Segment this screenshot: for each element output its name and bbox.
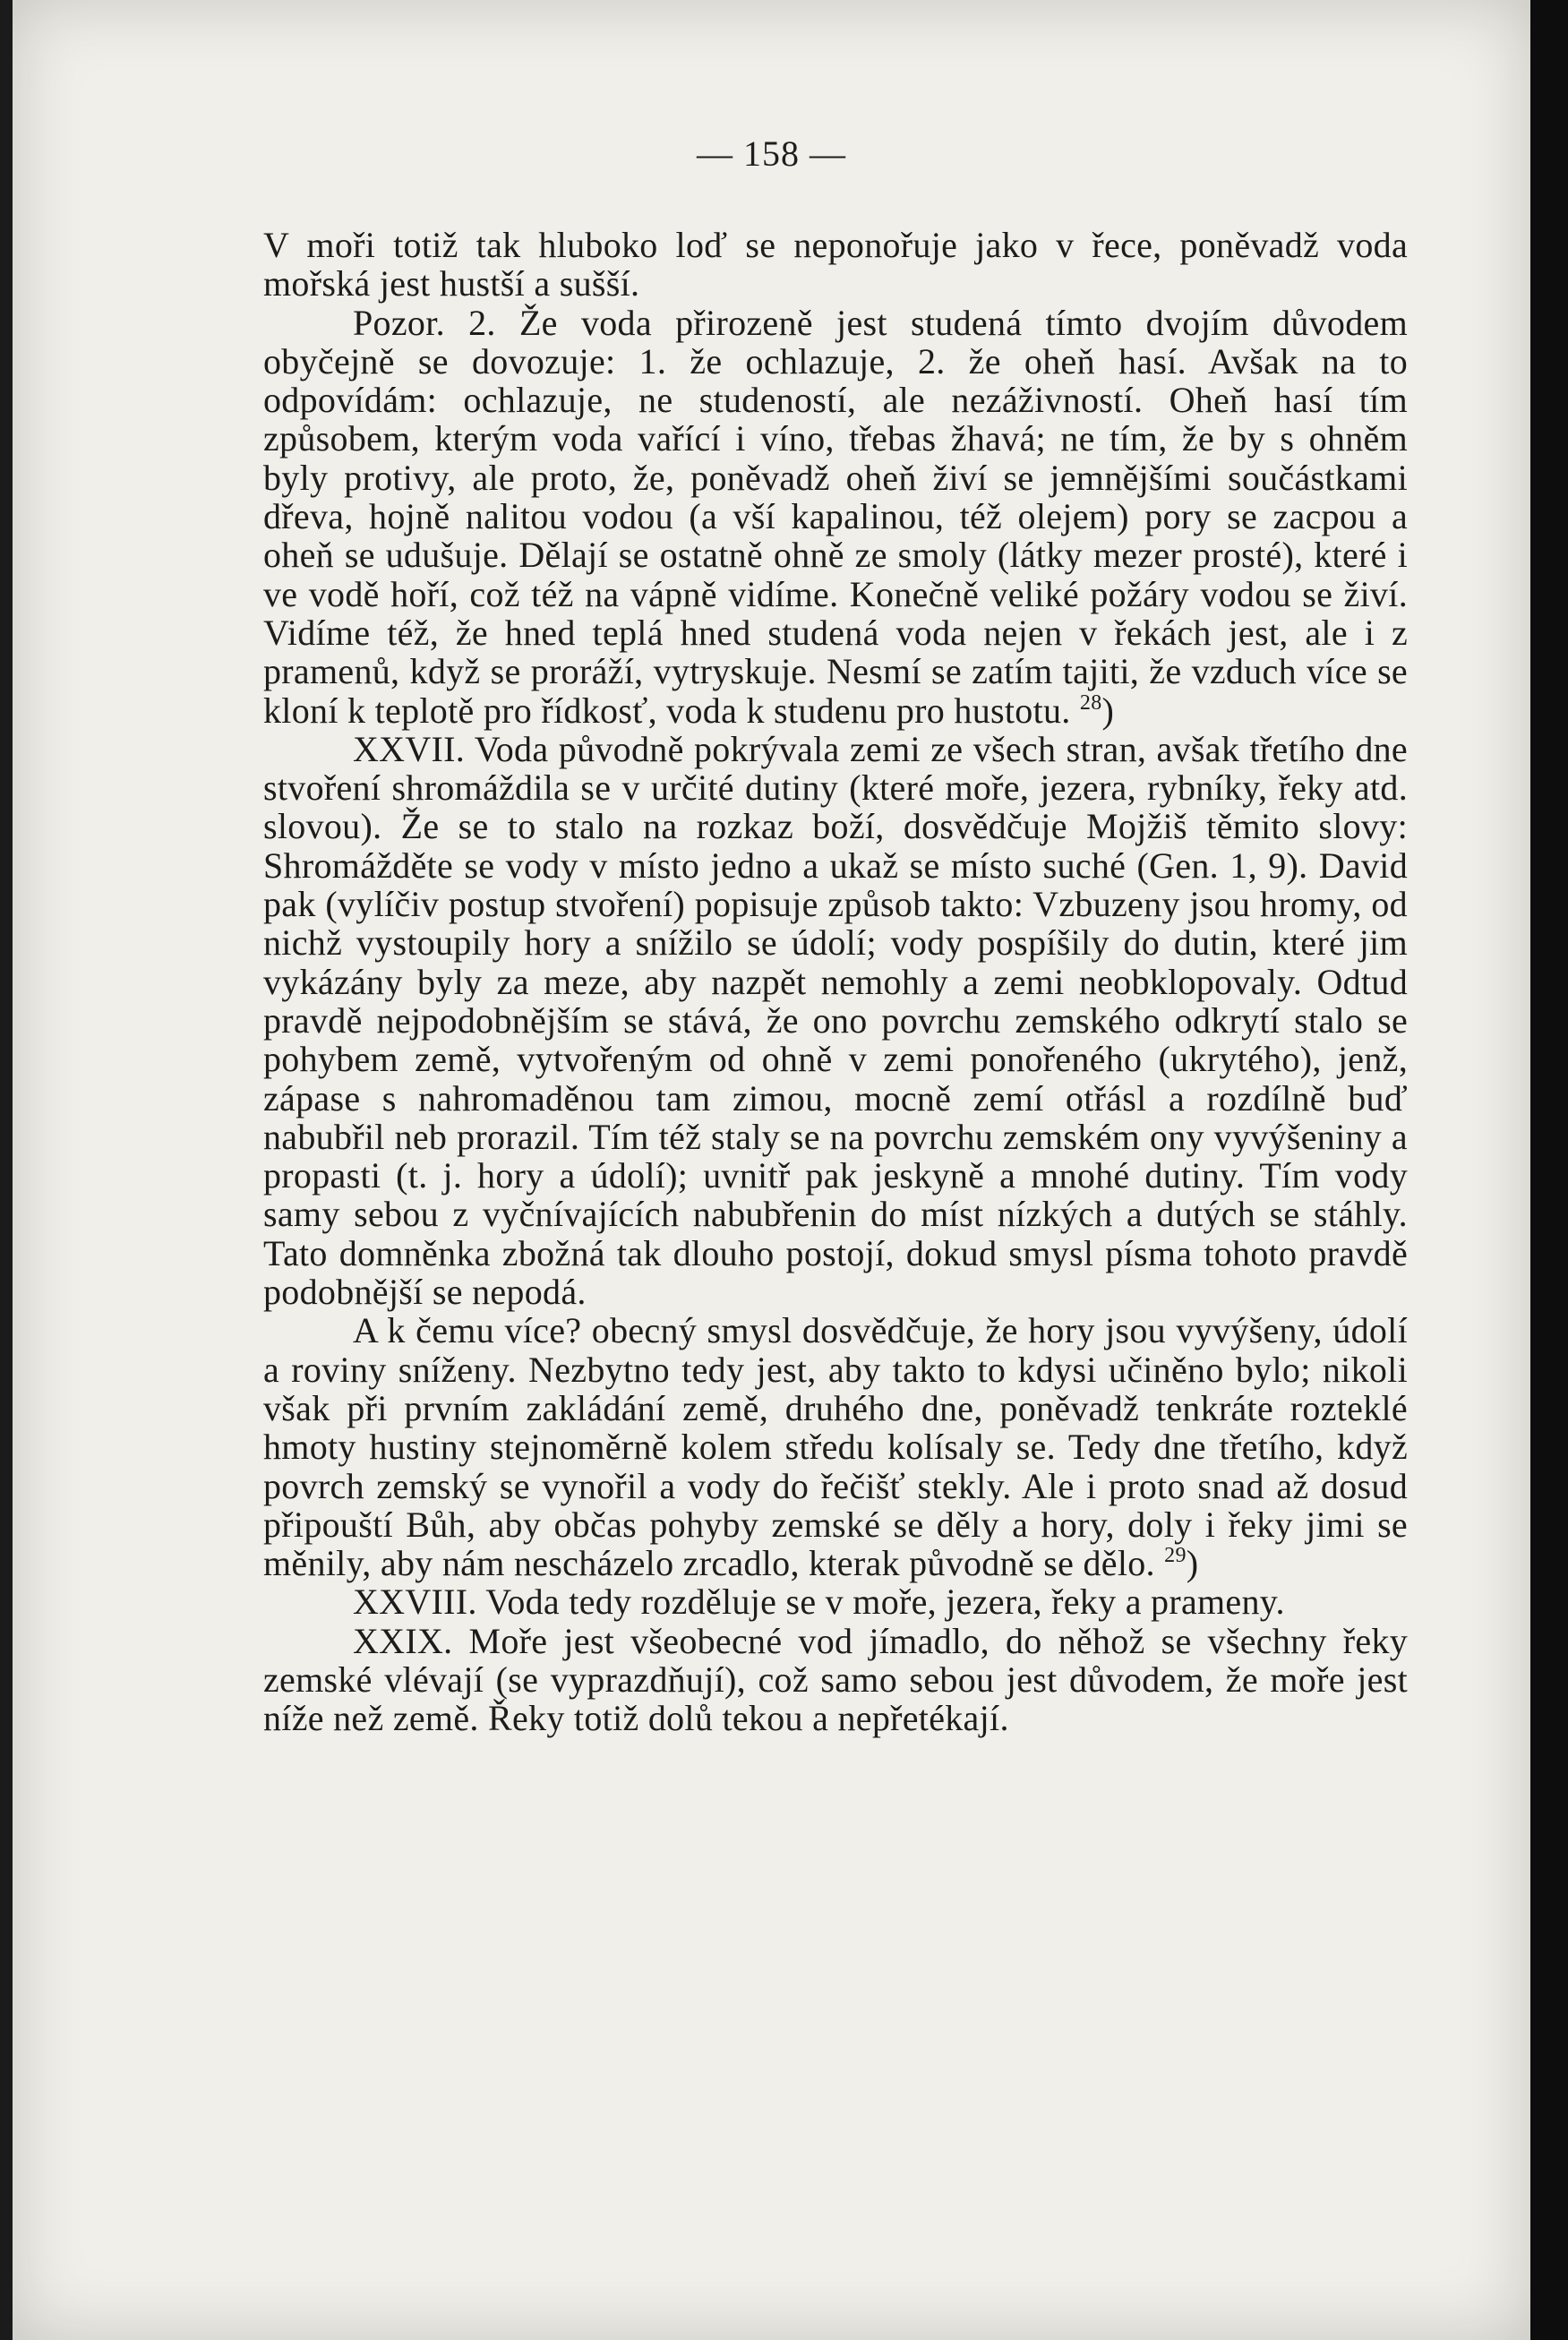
paragraph-6: [263, 1622, 1408, 1738]
paragraph-1-text: V moři totiž tak hluboko loď se neponořuje jako v řece, poněvadž voda mořská jest hustší a sušší.: [263, 225, 1408, 304]
page-edge-shadow: [1530, 0, 1568, 2340]
paragraph-5-text: XXVIII. Voda tedy rozděluje se v moře, jezera, řeky a prameny.: [353, 1581, 1285, 1623]
paragraph-4-text: A k čemu více? obecný smysl dosvědčuje, že hory jsou vyvýšeny, údolí a roviny sníženy. Nezbytno tedy jest, aby takto to kdysi učiněno bylo; nikoli však při prvním zakládání země, druhého dne, poněvadž tenkráte rozteklé hmoty hustiny stejnoměrně kolem středu kolísaly se. Tedy dne třetího, když povrch zemský se vynořil a vody do řečišť stekly. Ale i proto snad až dosud připouští Bůh, aby občas pohyby zemské se děly a hory, doly i řeky jimi se měnily, aby nám nescházelo zrcadlo, kterak původně se dělo.: [263, 1310, 1408, 1584]
paragraph-2-text: Pozor. 2. Že voda přirozeně jest studená tímto dvojím důvodem obyčejně se dovozuje: 1. že ochlazuje, 2. že oheň hasí. Avšak na to odpovídám: ochlazuje, ne studeností, ale nezáživností. Oheň hasí tím způsobem, kterým voda vařící i víno, třebas žhavá; ne tím, že by s ohněm byly protivy, ale proto, že, poněvadž oheň živí se jemnějšími součástkami dřeva, hojně nalitou vodou (a vší kapalinou, též olejem) pory se zacpou a oheň se udušuje. Dělají se ostatně ohně ze smoly (látky mezer prosté), které i ve vodě hoří, což též na vápně vidíme. Konečně veliké požáry vodou se živí. Vidíme též, že hned teplá hned studená voda nejen v řekách jest, ale i z pramenů, když se proráží, vytryskuje. Nesmí se zatím tajiti, že vzduch více se kloní k teplotě pro řídkosť, voda k studenu pro hustotu.: [263, 302, 1408, 731]
paragraph-6-text: XXIX. Moře jest všeobecné vod jímadlo, do něhož se všechny řeky zemské vlévají (se vyprazdňují), což samo sebou jest důvodem, že moře jest níže než země. Řeky totiž dolů tekou a nepřetékají.: [263, 1620, 1408, 1739]
paragraph-2: Pozor. 2. Že voda přirozeně jest studená tímto dvojím důvodem obyčejně se dovozuje: 1. že ochlazuje, 2. že oheň hasí. Avšak na to odpovídám: ochlazuje, ne studeností, ale nezáživností. Oheň hasí tím způsobem, kterým voda vařící i víno, třebas žhavá; ne tím, že by s ohněm byly protivy, ale proto, že, poněvadž oheň živí se jemnějšími součástkami dřeva, hojně nalitou vodou (a vší kapalinou, též olejem) pory se zacpou a oheň se udušuje. Dělají se ostatně ohně ze smoly (látky mezer prosté), které i ve vodě hoří, což též na vápně vidíme. Konečně veliké požáry vodou se živí. Vidíme též, že hned teplá hned studená voda nejen v řekách jest, ale i z pramenů, když se proráží, vytryskuje. Nesmí se zatím tajiti, že vzduch více se kloní k teplotě pro řídkosť, voda k studenu pro hustotu. $^{28}$): [263, 302, 1408, 731]
paragraph-5: [263, 1582, 1408, 1621]
body-text: [263, 226, 1408, 1738]
footnote-marker-28: 28: [1079, 690, 1102, 715]
paragraph-3-text: XXVII. Voda původně pokrývala zemi ze všech stran, avšak třetího dne stvoření shromáždila se v určité dutiny (které moře, jezera, rybníky, řeky atd. slovou). Že se to stalo na rozkaz boží, dosvědčuje Mojžiš těmito slovy: Shromážděte se vody v místo jedno a ukaž se místo suché (Gen. 1, 9). David pak (vylíčiv postup stvoření) popisuje způsob takto: Vzbuzeny jsou hromy, od nichž vystoupily hory a snížilo se údolí; vody pospíšily do dutin, které jim vykázány byly za meze, aby nazpět nemohly a zemi neobklopovaly. Odtud pravdě nejpodobnějším se stává, že ono povrchu zemského odkrytí stalo se pohybem země, vytvořeným od ohně v zemi ponořeného (ukrytého), jenž, zápase s nahromaděnou tam zimou, mocně zemí otřásl a rozdílně buď nabubřil neb prorazil. Tím též staly se na povrchu zemském ony vyvýšeniny a propasti (t. j. hory a údolí); uvnitř pak jeskyně a mnohé dutiny. Tím vody samy sebou z vyčnívajících nabubřenin do míst nízkých a dutých se stáhly. Tato domněnka zbožná tak dlouho postojí, dokud smysl písma tohoto pravdě podobnější se nepodá.: [263, 728, 1408, 1313]
footnote-marker-29: 29: [1164, 1544, 1187, 1568]
paragraph-1: [263, 226, 1408, 304]
page-number: — 158 —: [697, 133, 846, 174]
paragraph-3: [263, 730, 1408, 1311]
book-page: [13, 0, 1530, 2340]
paragraph-4: A k čemu více? obecný smysl dosvědčuje, že hory jsou vyvýšeny, údolí a roviny sníženy. Nezbytno tedy jest, aby takto to kdysi učiněno bylo; nikoli však při prvním zakládání země, druhého dne, poněvadž tenkráte rozteklé hmoty hustiny stejnoměrně kolem středu kolísaly se. Tedy dne třetího, když povrch zemský se vynořil a vody do řečišť stekly. Ale i proto snad až dosud připouští Bůh, aby občas pohyby zemské se děly a hory, doly i řeky jimi se měnily, aby nám nescházelo zrcadlo, kterak původně se dělo. $^{29}$): [263, 1310, 1408, 1584]
